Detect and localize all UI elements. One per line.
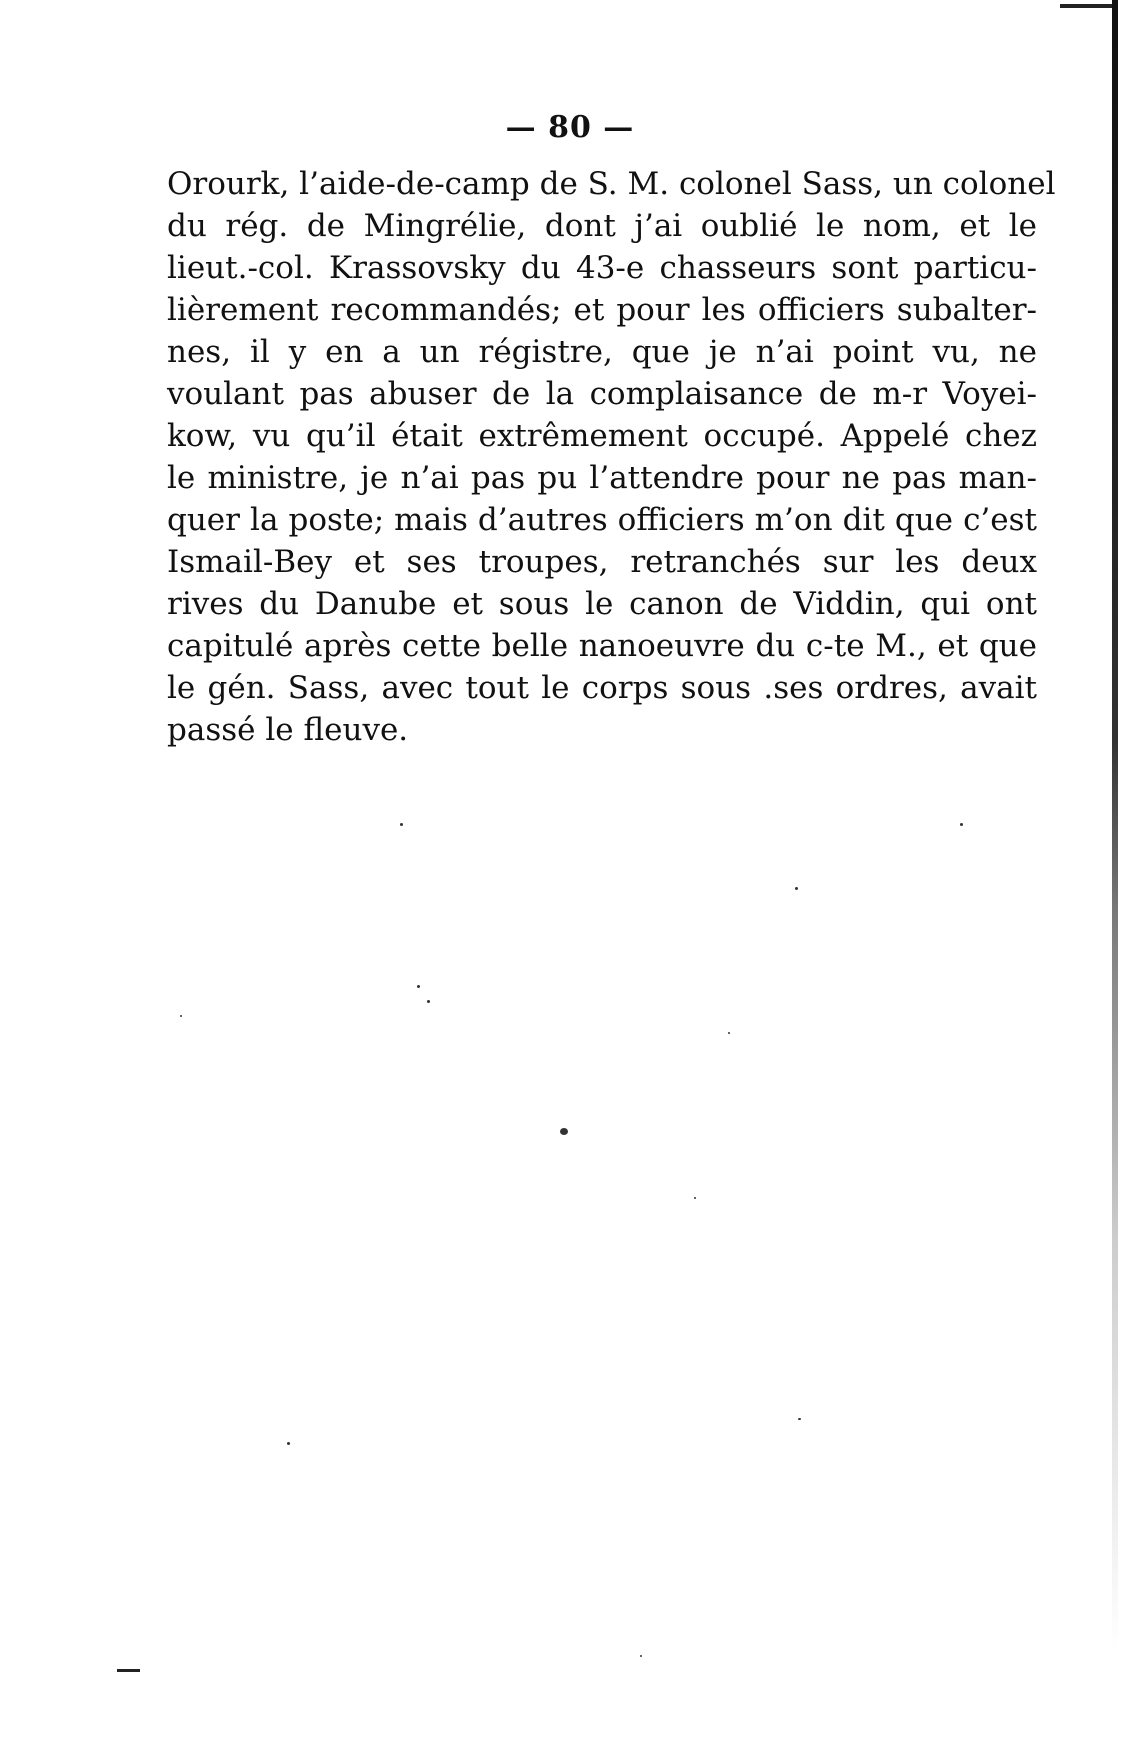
scan-speck [180,1015,182,1017]
scan-speck [728,1032,730,1034]
text-line: quer la poste; mais d’autres officiers m’on dit que c’est [167,502,1037,538]
text-line: lièrement recommandés; et pour les officiers subalter- [167,292,1037,328]
body-text [167,163,1056,751]
scan-speck [400,823,403,826]
scan-speck [560,1128,568,1135]
text-line: Orourk, l’aide-de-camp de S. M. colonel Sass, un colonel [167,166,1056,202]
scan-speck [960,823,963,826]
page-edge-right [1112,0,1118,1650]
scan-speck [795,887,798,890]
scan-speck [694,1197,696,1199]
scan-speck [798,1418,801,1420]
text-line: le gén. Sass, avec tout le corps sous .ses ordres, avait [167,670,1037,706]
page-edge-top [1060,4,1118,8]
text-line: lieut.-col. Krassovsky du 43-e chasseurs sont particu- [167,250,1037,286]
text-line: du rég. de Mingrélie, dont j’ai oublié le nom, et le [167,208,1037,244]
scan-mark [117,1669,140,1672]
scan-speck [287,1442,290,1445]
text-line: rives du Danube et sous le canon de Viddin, qui ont [167,586,1037,622]
text-line: capitulé après cette belle nanoeuvre du c-te M., et que [167,628,1037,664]
text-line: voulant pas abuser de la complaisance de m-r Voyei- [167,376,1037,412]
page-number: — 80 — [505,110,635,145]
text-line: nes, il y en a un régistre, que je n’ai point vu, ne [167,334,1037,370]
text-line: le ministre, je n’ai pas pu l’attendre pour ne pas man- [167,460,1037,496]
text-line: kow, vu qu’il était extrêmement occupé. Appelé chez [167,418,1037,454]
scan-speck [427,1000,430,1003]
scan-speck [640,1655,642,1657]
text-line: Ismail-Bey et ses troupes, retranchés sur les deux [167,544,1037,580]
text-line: passé le fleuve. [167,712,409,748]
scan-speck [417,985,420,988]
